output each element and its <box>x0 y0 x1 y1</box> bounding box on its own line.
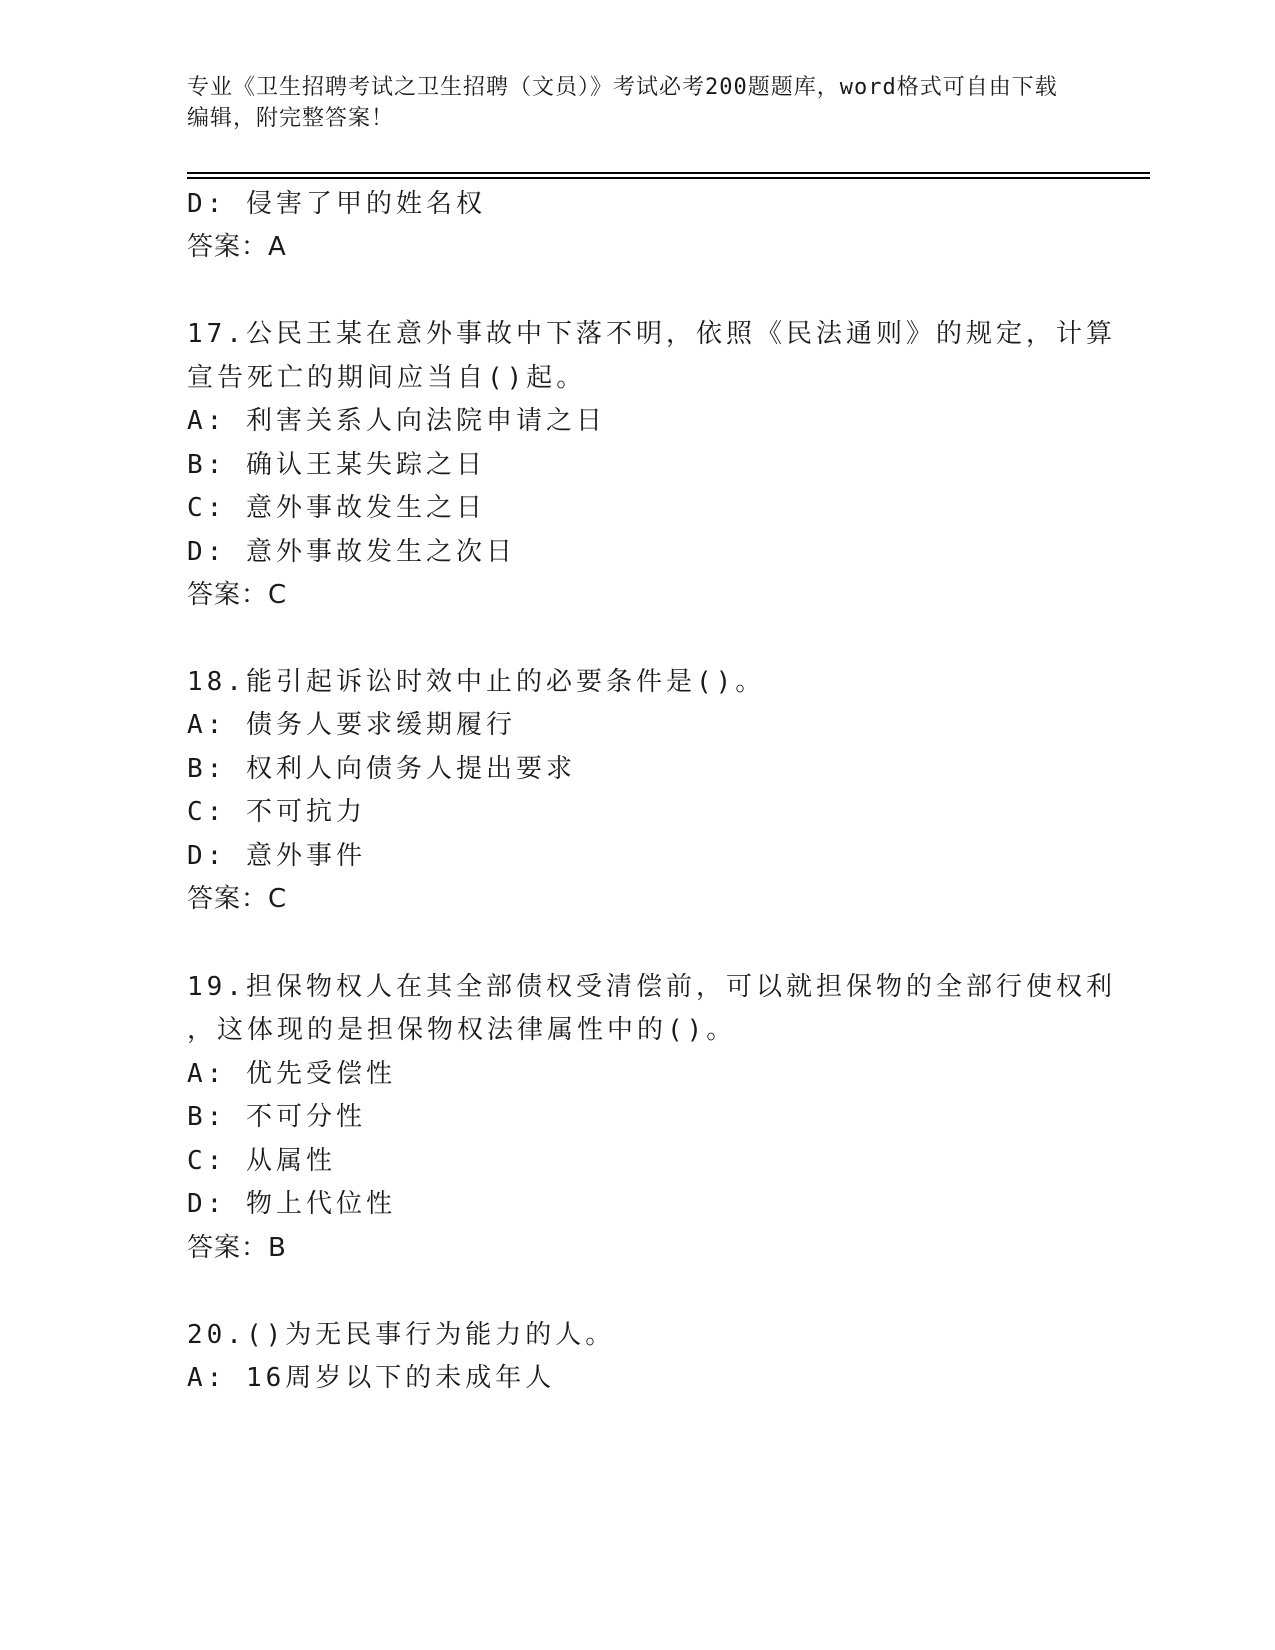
question-19-option-a: A: 优先受偿性 <box>187 1059 396 1089</box>
question-18-stem-line1: 18.能引起诉讼时效中止的必要条件是()。 <box>187 667 766 697</box>
question-17-option-d: D: 意外事故发生之次日 <box>187 537 516 567</box>
question-18-option-c: C: 不可抗力 <box>187 797 366 827</box>
question-20-stem-line1: 20.()为无民事行为能力的人。 <box>187 1320 616 1350</box>
question-19-stem-line2: ，这体现的是担保物权法律属性中的()。 <box>187 1015 737 1045</box>
question-18-option-d: D: 意外事件 <box>187 841 366 871</box>
question-17-option-b: B: 确认王某失踪之日 <box>187 450 486 480</box>
header-divider-bottom <box>187 177 1150 179</box>
question-19-answer: 答案：B <box>187 1233 287 1263</box>
question-18-answer: 答案：C <box>187 884 288 914</box>
question-17-stem-line1: 17.公民王某在意外事故中下落不明，依照《民法通则》的规定，计算 <box>187 319 1116 349</box>
question-17-option-a: A: 利害关系人向法院申请之日 <box>187 406 606 436</box>
header-divider-top <box>187 172 1150 174</box>
prev-question-answer: 答案：A <box>187 232 287 262</box>
question-17-stem-line2: 宣告死亡的期间应当自()起。 <box>187 363 587 393</box>
document-header: 专业《卫生招聘考试之卫生招聘（文员）》考试必考200题题库，word格式可自由下载编辑，附完整答案！ <box>187 75 1058 131</box>
question-19-option-b: B: 不可分性 <box>187 1102 366 1132</box>
question-18-option-b: B: 权利人向债务人提出要求 <box>187 754 576 784</box>
question-17-option-c: C: 意外事故发生之日 <box>187 493 486 523</box>
question-19-option-d: D: 物上代位性 <box>187 1189 396 1219</box>
question-17-answer: 答案：C <box>187 580 288 610</box>
question-19-stem-line1: 19.担保物权人在其全部债权受清偿前，可以就担保物的全部行使权利 <box>187 972 1116 1002</box>
question-20-option-a: A: 16周岁以下的未成年人 <box>187 1363 556 1393</box>
question-19-option-c: C: 从属性 <box>187 1146 336 1176</box>
prev-question-option-d: D: 侵害了甲的姓名权 <box>187 189 486 219</box>
question-18-option-a: A: 债务人要求缓期履行 <box>187 710 516 740</box>
